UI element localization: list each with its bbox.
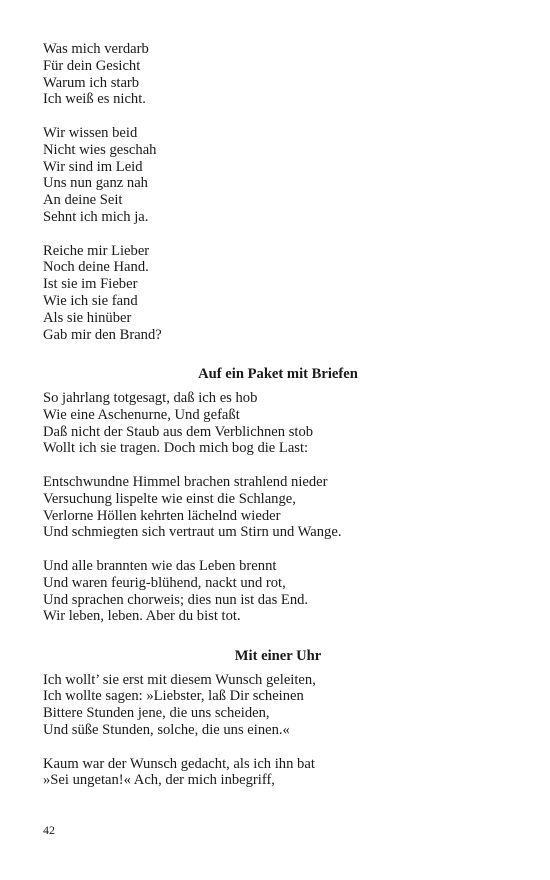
verse-line: Ich weiß es nicht. — [43, 91, 146, 108]
verse-line: Für dein Gesicht — [43, 57, 141, 74]
poem2-stanza-1 — [43, 390, 513, 457]
poem3-stanza-1 — [43, 672, 513, 739]
poem2-stanza-2 — [43, 474, 513, 541]
poem1-stanza-2 — [43, 125, 513, 226]
verse-line: Ist sie im Fieber — [43, 276, 138, 293]
verse-line: Und sprachen chorweis; dies nun ist das End. — [43, 591, 309, 608]
verse-line: Nicht wies geschah — [43, 141, 157, 158]
verse-line: Und alle brannten wie das Leben brennt — [43, 557, 277, 574]
verse-line: Bittere Stunden jene, die uns scheiden, — [43, 705, 270, 722]
verse-line: Wir leben, leben. Aber du bist tot. — [43, 608, 241, 625]
verse-line: Verlorne Höllen kehrten lächelnd wieder — [43, 507, 281, 524]
verse-line: Kaum war der Wunsch gedacht, als ich ihn bat — [43, 755, 315, 772]
poem1-stanza-1 — [43, 41, 513, 108]
verse-line: Daß nicht der Staub aus dem Verblichnen stob — [43, 423, 314, 440]
poem3-title: Mit einer Uhr — [234, 647, 322, 664]
verse-line: Gab mir den Brand? — [43, 326, 162, 343]
verse-line: Als sie hinüber — [43, 309, 132, 326]
verse-line: Entschwundne Himmel brachen strahlend nieder — [43, 473, 328, 490]
verse-line: Wollt ich sie tragen. Doch mich bog die Last: — [43, 440, 309, 457]
verse-line: Wie eine Aschenurne, Und gefaßt — [43, 406, 240, 423]
verse-line: Uns nun ganz nah — [43, 175, 148, 192]
verse-line: Ich wollt’ sie erst mit diesem Wunsch geleiten, — [43, 671, 316, 688]
verse-line: Reiche mir Lieber — [43, 242, 150, 259]
verse-line: Warum ich starb — [43, 74, 140, 91]
verse-line: Noch deine Hand. — [43, 259, 149, 276]
verse-line: Und schmiegten sich vertraut um Stirn und Wange. — [43, 524, 342, 541]
poem2-title: Auf ein Paket mit Briefen — [198, 366, 358, 383]
verse-line: Sehnt ich mich ja. — [43, 208, 149, 225]
verse-line: Und süße Stunden, solche, die uns einen.« — [43, 722, 290, 739]
verse-line: »Sei ungetan!« Ach, der mich inbegriff, — [43, 772, 275, 789]
verse-line: Wie ich sie fand — [43, 292, 138, 309]
page-number: 42 — [43, 823, 55, 837]
verse-line: Und waren feurig-blühend, nackt und rot, — [43, 574, 286, 591]
poem2-stanza-3 — [43, 558, 513, 625]
verse-line: Was mich verdarb — [43, 41, 149, 57]
poem1-stanza-3 — [43, 243, 513, 344]
verse-line: Wir wissen beid — [43, 124, 138, 141]
page-text — [43, 41, 513, 806]
verse-line: An deine Seit — [43, 192, 123, 209]
verse-line: So jahrlang totgesagt, daß ich es hob — [43, 389, 258, 406]
verse-line: Versuchung lispelte wie einst die Schlange, — [43, 490, 296, 507]
verse-line: Wir sind im Leid — [43, 158, 143, 175]
verse-line: Ich wollte sagen: »Liebster, laß Dir scheinen — [43, 688, 304, 705]
poem3-stanza-2 — [43, 756, 513, 790]
